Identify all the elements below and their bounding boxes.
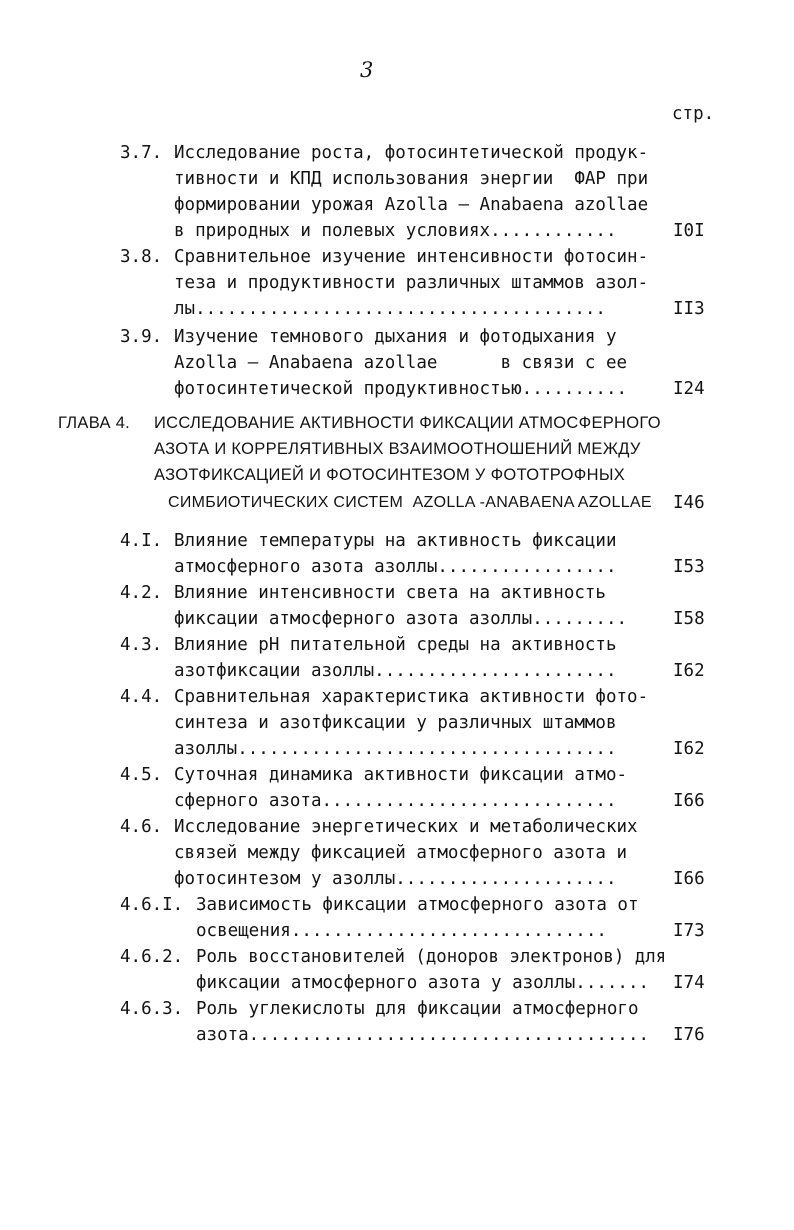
entry-line: Исследование роста, фотосинтетической продук- [174,143,649,163]
entry-line: атмосферного азота азоллы................. [174,557,617,577]
entry-number: 4.I. [120,531,163,551]
entry-number: 4.5. [120,765,163,785]
entry-line: освещения.............................. [196,921,607,941]
entry-page: I58 [673,609,705,629]
chapter-number: ГЛАВА 4. [58,414,131,432]
entry-page: I62 [673,739,705,759]
entry-line: Изучение темнового дыхания и фотодыхания у [174,327,617,347]
entry-line: Роль восстановителей (доноров электронов) для [196,947,667,967]
entry-line: азоллы.................................... [174,739,617,759]
entry-line: лы....................................... [174,299,606,319]
entry-page: I53 [673,557,705,577]
entry-line: синтеза и азотфиксации у различных штаммов [174,713,617,733]
entry-page: I66 [673,869,705,889]
entry-line: Azolla – Anabaena azollae в связи с ее [174,353,628,373]
chapter-title-line: АЗОТФИКСАЦИЕЙ И ФОТОСИНТЕЗОМ У ФОТОТРОФНЫХ [154,466,626,484]
entry-line: Влияние температуры на активность фиксации [174,531,617,551]
entry-line: Сравнительная характеристика активности фото- [174,687,649,707]
entry-number: 3.9. [120,327,163,347]
entry-page: I66 [673,791,705,811]
entry-line: формировании урожая Azolla – Anabaena azollae [174,195,649,215]
entry-page: I73 [673,921,705,941]
entry-number: 4.4. [120,687,163,707]
entry-line: фиксации атмосферного азота у азоллы....... [196,973,650,993]
chapter-title-line: СИМБИОТИЧЕСКИХ СИСТЕМ AZOLLA -ANABAENA AZOLLAE [168,494,652,511]
entry-line: тивности и КПД использования энергии ФАР при [174,169,649,189]
entry-page: I24 [673,379,705,399]
entry-line: Влияние интенсивности света на активность [174,583,606,603]
chapter-title-line: АЗОТА И КОРРЕЛЯТИВНЫХ ВЗАИМООТНОШЕНИЙ МЕЖДУ [154,440,641,458]
entry-number: 4.6.3. [120,999,184,1019]
entry-number: 3.7. [120,143,163,163]
entry-line: Влияние рН питательной среды на активность [174,635,617,655]
entry-number: 3.8. [120,247,163,267]
entry-line: связей между фиксацией атмосферного азота и [174,843,628,863]
entry-page: I76 [673,1025,705,1045]
entry-page: I74 [673,973,705,993]
page-column-header: стр. [672,104,715,124]
entry-line: теза и продуктивности различных штаммов азол- [174,273,649,293]
entry-number: 4.6.I. [120,895,184,915]
entry-line: в природных и полевых условиях............ [174,221,617,241]
entry-page: I0I [673,221,705,241]
entry-line: фотосинтетической продуктивностью.......... [174,379,628,399]
entry-page: II3 [673,299,705,319]
entry-number: 4.3. [120,635,163,655]
entry-line: сферного азота............................ [174,791,617,811]
entry-line: Суточная динамика активности фиксации атмо- [174,765,628,785]
entry-page: I46 [673,493,705,513]
chapter-title-line: ИССЛЕДОВАНИЕ АКТИВНОСТИ ФИКСАЦИИ АТМОСФЕРНОГО [154,414,661,432]
entry-page: I62 [673,661,705,681]
entry-number: 4.6.2. [120,947,184,967]
entry-line: фиксации атмосферного азота азоллы......... [174,609,628,629]
page-number: 3 [360,58,374,82]
entry-line: азотфиксации азоллы....................... [174,661,617,681]
entry-line: азота...................................... [196,1025,650,1045]
entry-number: 4.2. [120,583,163,603]
entry-line: фотосинтезом у азоллы..................... [174,869,617,889]
entry-line: Зависимость фиксации атмосферного азота от [196,895,639,915]
entry-line: Роль углекислоты для фиксации атмосферного [196,999,639,1019]
entry-line: Исследование энергетических и метаболических [174,817,638,837]
entry-line: Сравнительное изучение интенсивности фотосин- [174,247,649,267]
entry-number: 4.6. [120,817,163,837]
